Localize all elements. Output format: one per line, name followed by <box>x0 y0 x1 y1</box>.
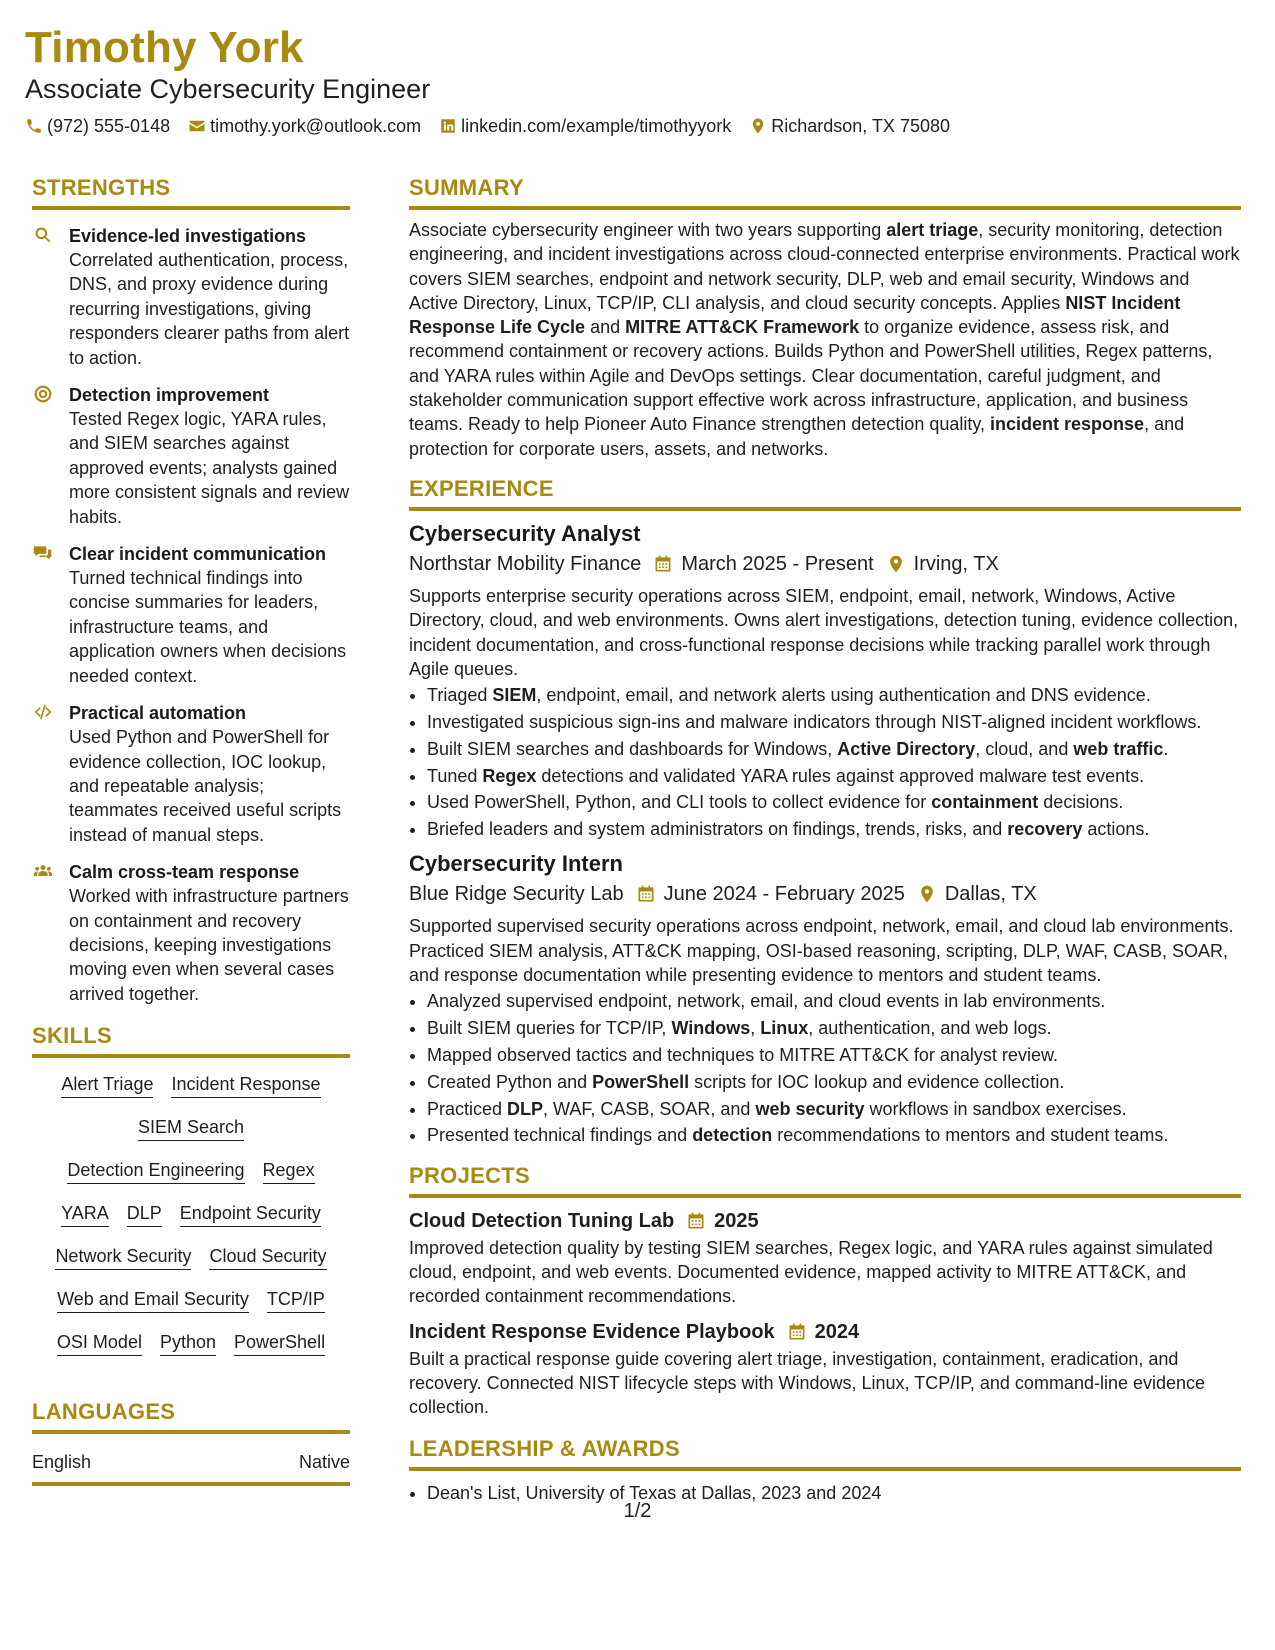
project-year: 2024 <box>814 1320 860 1343</box>
phone-icon <box>25 117 43 135</box>
skill-row <box>32 1201 350 1227</box>
linkedin-text: linkedin.com/example/timothyyork <box>461 116 732 136</box>
job-bullet: • Built SIEM queries for TCP/IP, Windows, Linux, authentication, and web logs. <box>427 1016 1241 1040</box>
languages-heading: LANGUAGES <box>32 1398 350 1434</box>
strength-item <box>32 860 350 1006</box>
skill-row <box>32 1244 350 1270</box>
target-icon <box>32 383 54 406</box>
summary-text: Associate cybersecurity engineer with two years supporting alert triage, security monitoring, detection engineering, and incident investigations across cloud-connected enterprise environments. Practical work covers SIEM searches, endpoint and network security, DLP, web and email security, Windows and Active Directory, Linux, TCP/IP, CLI analysis, and cloud security concepts. Applies NIST Incident Response Life Cycle and MITRE ATT&CK Framework to organize evidence, assess risk, and recommend containment or recovery actions. Builds Python and PowerShell utilities, Regex patterns, and YARA rules within Agile and DevOps settings. Clear documentation, careful judgment, and stakeholder communication support effective work across infrastructure, application, and business teams. Ready to help Pioneer Auto Finance strengthen detection quality, incident response, and protection for corporate users, assets, and networks. <box>409 220 1240 459</box>
job-location: Irving, TX <box>913 552 999 575</box>
strength-title: Clear incident communication <box>69 544 327 565</box>
contact-bar <box>25 114 968 138</box>
summary-heading: SUMMARY <box>409 174 1241 210</box>
job-bullet: • Briefed leaders and system administrators on findings, trends, risks, and recovery actions. <box>427 817 1241 841</box>
job-bullet: • Practiced DLP, WAF, CASB, SOAR, and web security workflows in sandbox exercises. <box>427 1097 1241 1121</box>
strength-title: Evidence-led investigations <box>69 226 307 246</box>
strength-desc: Worked with infrastructure partners on containment and recovery decisions, keeping investigations moving even when several cases arrived together. <box>69 886 349 1004</box>
job-meta <box>409 550 1241 578</box>
skill-tag: Alert Triage <box>61 1072 153 1098</box>
strength-item <box>32 701 350 847</box>
skill-tag: Network Security <box>55 1244 191 1270</box>
experience-heading: EXPERIENCE <box>409 475 1241 511</box>
calendar-icon <box>686 1211 706 1231</box>
contact-linkedin[interactable] <box>439 114 731 138</box>
job-bullet: • Investigated suspicious sign-ins and malware indicators through NIST-aligned incident workflows. <box>427 710 1241 734</box>
skill-tag: Cloud Security <box>209 1244 326 1270</box>
contact-email[interactable] <box>188 114 421 138</box>
envelope-icon <box>188 117 206 135</box>
job-bullet: • Used PowerShell, Python, and CLI tools to collect evidence for containment decisions. <box>427 790 1241 814</box>
job-bullet: • Tuned Regex detections and validated YARA rules against approved malware test events. <box>427 764 1241 788</box>
job-description: Supported supervised security operations across endpoint, network, email, and cloud lab environments. Practiced SIEM analysis, ATT&CK mapping, OSI-based reasoning, scripting, DLP, WAF, CASB, SOAR, and response documentation while presenting evidence to mentors and student teams. <box>409 916 1234 986</box>
skill-row <box>32 1287 350 1313</box>
job-company: Northstar Mobility Finance <box>409 552 642 575</box>
map-pin-icon <box>886 554 906 574</box>
job-dates: March 2025 - Present <box>681 552 874 575</box>
linkedin-icon <box>439 117 457 135</box>
project-year: 2025 <box>714 1209 759 1232</box>
candidate-name: Timothy York <box>25 23 304 72</box>
contact-location <box>749 114 950 138</box>
project-description: Improved detection quality by testing SIEM searches, Regex logic, and YARA rules against simulated cloud, endpoint, and web events. Documented evidence, mapped activity to MITRE ATT&CK, and recorded containment recommendations. <box>409 1237 1213 1307</box>
language-name: English <box>32 1452 92 1473</box>
calendar-icon <box>653 554 673 574</box>
skill-tag: SIEM Search <box>138 1115 244 1141</box>
skill-tag: Python <box>160 1330 216 1356</box>
job-bullet: • Presented technical findings and detection recommendations to mentors and student teams. <box>427 1123 1241 1147</box>
language-row <box>32 1450 350 1486</box>
job-title: Cybersecurity Analyst <box>409 520 641 546</box>
job-bullets <box>409 683 1241 841</box>
chat-icon <box>32 542 54 565</box>
right-column <box>409 174 1241 1508</box>
strength-desc: Correlated authentication, process, DNS, and proxy evidence during recurring investigations, giving responders clearer paths from alert to action. <box>69 250 350 368</box>
project-entry <box>409 1319 1241 1420</box>
strength-desc: Tested Regex logic, YARA rules, and SIEM searches against approved events; analysts gained more consistent signals and review habits. <box>69 409 350 527</box>
strength-title: Calm cross-team response <box>69 862 300 883</box>
location-text: Richardson, TX 75080 <box>771 116 950 136</box>
skill-tag: Incident Response <box>171 1072 320 1098</box>
award-item: • Dean's List, University of Texas at Dallas, 2023 and 2024 <box>427 1481 1241 1505</box>
skill-row <box>32 1115 350 1141</box>
job-bullet: • Analyzed supervised endpoint, network, email, and cloud events in lab environments. <box>427 989 1241 1013</box>
job-meta <box>409 880 1241 908</box>
strength-item <box>32 224 350 370</box>
job-location: Dallas, TX <box>944 883 1037 906</box>
project-header <box>409 1208 1241 1235</box>
projects-heading: PROJECTS <box>409 1162 1241 1198</box>
project-entry <box>409 1208 1241 1309</box>
jobs-list <box>409 519 1241 1148</box>
strength-desc: Used Python and PowerShell for evidence collection, IOC lookup, and repeatable analysis; teammates received useful scripts instead of manual steps. <box>69 727 342 845</box>
page-number: 1/2 <box>623 1500 652 1522</box>
team-icon <box>32 860 54 883</box>
skill-tag: PowerShell <box>234 1330 325 1356</box>
strength-desc: Turned technical findings into concise summaries for leaders, infrastructure teams, and application owners when decisions needed context. <box>69 568 347 686</box>
strengths-list <box>32 224 350 1006</box>
project-title: Incident Response Evidence Playbook <box>409 1320 775 1343</box>
strength-item <box>32 383 350 529</box>
skill-tag: Regex <box>263 1158 315 1184</box>
skills-heading: SKILLS <box>32 1022 350 1058</box>
projects-list <box>409 1208 1241 1420</box>
project-description: Built a practical response guide covering alert triage, investigation, containment, eradication, and recovery. Connected NIST lifecycle steps with Windows, Linux, TCP/IP, and command-line evidence collection. <box>409 1348 1206 1418</box>
calendar-icon <box>787 1322 807 1342</box>
job-company: Blue Ridge Security Lab <box>409 883 624 906</box>
strength-title: Detection improvement <box>69 385 270 406</box>
search-icon <box>32 224 54 247</box>
project-title: Cloud Detection Tuning Lab <box>409 1209 675 1232</box>
language-level: Native <box>298 1452 350 1473</box>
job-entry <box>409 849 1241 1147</box>
skill-tag: Detection Engineering <box>67 1158 244 1184</box>
job-bullet: • Triaged SIEM, endpoint, email, and network alerts using authentication and DNS evidence. <box>427 683 1241 707</box>
skills-list <box>32 1072 350 1356</box>
skill-tag: TCP/IP <box>267 1287 325 1313</box>
skill-tag: Endpoint Security <box>180 1201 321 1227</box>
skill-tag: YARA <box>61 1201 109 1227</box>
left-column <box>32 174 350 1486</box>
map-pin-icon <box>917 884 937 904</box>
job-title: Cybersecurity Intern <box>409 851 623 877</box>
job-bullet: • Built SIEM searches and dashboards for Windows, Active Directory, cloud, and web traffic. <box>427 737 1241 761</box>
job-entry <box>409 519 1241 841</box>
calendar-icon <box>636 884 656 904</box>
skill-row <box>32 1330 350 1356</box>
code-icon <box>32 701 54 724</box>
strength-title: Practical automation <box>69 703 247 724</box>
project-header <box>409 1319 1241 1346</box>
strength-item <box>32 542 350 688</box>
job-bullet: • Created Python and PowerShell scripts for IOC lookup and evidence collection. <box>427 1070 1241 1094</box>
email-text: timothy.york@outlook.com <box>210 116 422 136</box>
job-bullet: • Mapped observed tactics and techniques to MITRE ATT&CK for analyst review. <box>427 1043 1241 1067</box>
strengths-heading: STRENGTHS <box>32 174 350 210</box>
skill-tag: OSI Model <box>57 1330 142 1356</box>
job-description: Supports enterprise security operations across SIEM, endpoint, email, network, Windows, Active Directory, cloud, and web environments. Owns alert investigations, detection tuning, evidence collection, incident documentation, and cross-functional response decisions while tracking parallel work through Agile queues. <box>409 585 1239 679</box>
skill-row <box>32 1158 350 1184</box>
skill-tag: DLP <box>127 1201 162 1227</box>
job-bullets <box>409 989 1241 1147</box>
leadership-heading: LEADERSHIP & AWARDS <box>409 1435 1241 1471</box>
skill-row <box>32 1072 350 1098</box>
phone-text: (972) 555-0148 <box>47 116 171 136</box>
contact-phone[interactable] <box>25 114 170 138</box>
skill-tag: Web and Email Security <box>57 1287 249 1313</box>
candidate-role: Associate Cybersecurity Engineer <box>25 74 431 104</box>
map-pin-icon <box>749 117 767 135</box>
job-dates: June 2024 - February 2025 <box>663 883 905 906</box>
